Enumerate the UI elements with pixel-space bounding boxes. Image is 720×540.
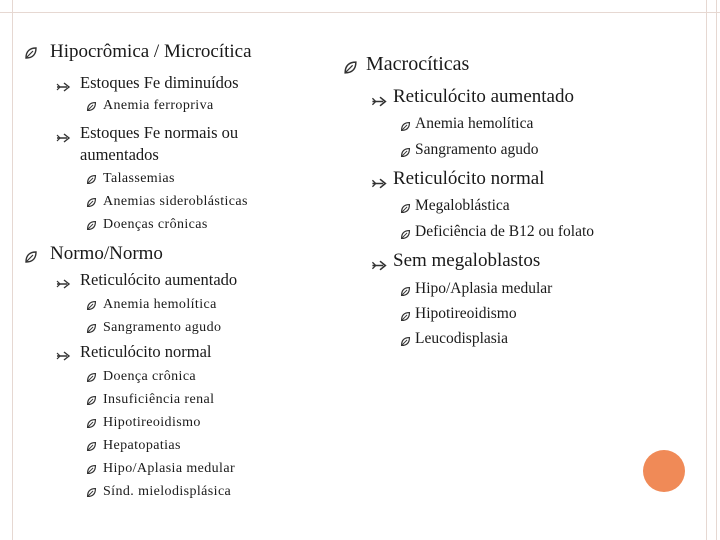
item-sangramento-agudo: Sangramento agudo <box>103 320 222 335</box>
leaf-bullet-icon <box>86 441 97 457</box>
arrow-bullet-icon <box>56 79 72 98</box>
arrow-bullet-icon <box>56 130 72 149</box>
frame-line-right <box>706 0 707 540</box>
sub-estoques-diminuidos: Estoques Fe diminuídos <box>80 73 239 92</box>
leaf-bullet-icon <box>86 464 97 480</box>
item-doencas-cronicas: Doenças crônicas <box>103 217 208 232</box>
leaf-bullet-icon <box>86 418 97 434</box>
arrow-bullet-icon <box>56 348 72 367</box>
leaf-bullet-icon <box>86 101 97 117</box>
arrow-bullet-icon <box>56 276 72 295</box>
leaf-bullet-icon <box>24 248 38 270</box>
heading-hipocromica: Hipocrômica / Microcítica <box>50 41 252 62</box>
item-leucodisplasia: Leucodisplasia <box>415 330 508 347</box>
leaf-bullet-icon <box>86 323 97 339</box>
leaf-bullet-icon <box>400 227 411 245</box>
item-anemias-sideroblasticas: Anemias sideroblásticas <box>103 194 248 209</box>
leaf-bullet-icon <box>400 284 411 302</box>
accent-circle <box>643 450 685 492</box>
item-insuficiencia-renal: Insuficiência renal <box>103 392 215 407</box>
leaf-bullet-icon <box>86 372 97 388</box>
sub-macro-retic-aumentado: Reticulócito aumentado <box>393 86 574 107</box>
sub-normo-retic-normal: Reticulócito normal <box>80 342 212 361</box>
item-hepatopatias: Hepatopatias <box>103 438 181 453</box>
sub-normo-retic-aumentado: Reticulócito aumentado <box>80 270 238 289</box>
item-sind-mielodisplasica: Sínd. mielodisplásica <box>103 484 232 499</box>
leaf-bullet-icon <box>86 174 97 190</box>
leaf-bullet-icon <box>400 201 411 219</box>
arrow-bullet-icon <box>371 174 389 196</box>
leaf-bullet-icon <box>400 119 411 137</box>
heading-normo: Normo/Normo <box>50 243 163 264</box>
sub-estoques-normais-l2: aumentados <box>80 145 159 164</box>
leaf-bullet-icon <box>400 334 411 352</box>
sub-sem-megaloblastos: Sem megaloblastos <box>393 250 541 271</box>
item-hipotireoidismo: Hipotireoidismo <box>103 415 201 430</box>
item-anemia-ferropriva: Anemia ferropriva <box>103 98 214 113</box>
leaf-bullet-icon <box>86 395 97 411</box>
leaf-bullet-icon <box>343 58 358 81</box>
arrow-bullet-icon <box>371 256 389 278</box>
item-doenca-cronica: Doença crônica <box>103 369 197 384</box>
item-megaloblastica: Megaloblástica <box>415 197 510 214</box>
leaf-bullet-icon <box>24 46 38 60</box>
item-macro-hipo-aplasia: Hipo/Aplasia medular <box>415 280 553 297</box>
item-macro-anemia-hemolitica: Anemia hemolítica <box>415 115 534 132</box>
arrow-bullet-icon <box>371 92 389 114</box>
item-hipo-aplasia: Hipo/Aplasia medular <box>103 461 236 476</box>
heading-macrociticas: Macrocíticas <box>366 53 470 75</box>
frame-line-top <box>0 12 720 13</box>
leaf-bullet-icon <box>86 300 97 316</box>
item-anemia-hemolitica: Anemia hemolítica <box>103 297 217 312</box>
item-deficiencia-b12: Deficiência de B12 ou folato <box>415 223 595 240</box>
sub-estoques-normais-l1: Estoques Fe normais ou <box>80 123 239 142</box>
frame-line-left <box>12 0 13 540</box>
sub-macro-retic-normal: Reticulócito normal <box>393 168 545 189</box>
leaf-bullet-icon <box>400 309 411 327</box>
leaf-bullet-icon <box>86 487 97 503</box>
item-macro-hipotireoidismo: Hipotireoidismo <box>415 305 517 322</box>
item-macro-sangramento-agudo: Sangramento agudo <box>415 141 539 158</box>
leaf-bullet-icon <box>400 145 411 163</box>
bullet-hipo <box>24 44 38 66</box>
leaf-bullet-icon <box>86 220 97 236</box>
leaf-bullet-icon <box>86 197 97 213</box>
item-talassemias: Talassemias <box>103 171 175 186</box>
frame-line-right-outer <box>716 0 717 540</box>
